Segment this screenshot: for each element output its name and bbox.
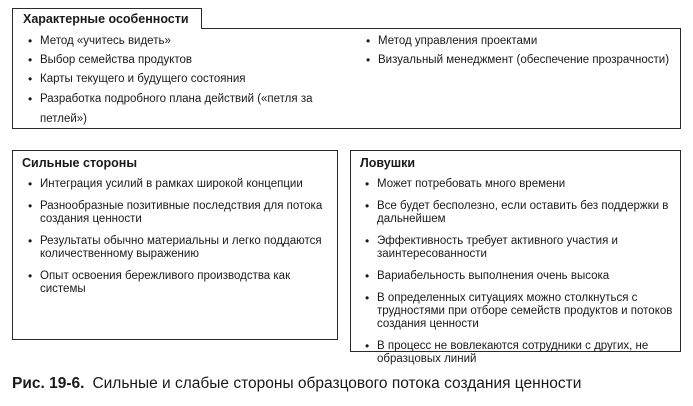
features-title: Характерные особенности <box>23 12 189 26</box>
list-item: • Все будет бесполезно, если оставить без поддержки в дальнейшем <box>364 200 674 226</box>
list-item: • Карты текущего и будущего состояния <box>27 73 327 86</box>
pitfalls-panel <box>350 150 681 365</box>
figure-caption <box>12 375 581 393</box>
list-item: • Может потребовать много времени <box>364 178 674 191</box>
list-item: • В процесс не вовлекаются сотрудники с других, не образцовых линий <box>364 340 674 366</box>
list-item: • Разнообразные позитивные последствия для потока создания ценности <box>27 200 327 226</box>
list-item: • Метод «учитесь видеть» <box>27 35 327 48</box>
features-right-list <box>365 35 675 73</box>
pitfalls-list <box>364 178 674 375</box>
features-title-tab <box>12 8 202 29</box>
strengths-panel <box>12 150 338 340</box>
pitfalls-title: Ловушки <box>360 156 416 170</box>
figure-caption-text: Сильные и слабые стороны образцового потока создания ценности <box>92 375 582 392</box>
list-item: • Интеграция усилий в рамках широкой концепции <box>27 178 327 191</box>
list-item: • Опыт освоения бережливого производства как системы <box>27 270 327 296</box>
features-panel <box>12 28 681 129</box>
list-item: • Метод управления проектами <box>365 35 675 48</box>
features-left-list <box>27 35 327 135</box>
list-item: • Визуальный менеджмент (обеспечение прозрачности) <box>365 54 675 67</box>
strengths-list <box>27 178 327 305</box>
list-item: • Результаты обычно материальны и легко поддаются количественному выражению <box>27 235 327 261</box>
list-item: • Выбор семейства продуктов <box>27 54 327 67</box>
list-item: • В определенных ситуациях можно столкнуться с трудностями при отборе семейств продуктов и потоков создания ценности <box>364 292 674 331</box>
strengths-title: Сильные стороны <box>22 156 138 170</box>
list-item: • Вариабельность выполнения очень высока <box>364 270 674 283</box>
list-item: • Эффективность требует активного участия и заинтересованности <box>364 235 674 261</box>
list-item: • Разработка подробного плана действий («петля за петлей») <box>27 89 327 129</box>
figure-label: Рис. 19-6. <box>12 375 85 392</box>
